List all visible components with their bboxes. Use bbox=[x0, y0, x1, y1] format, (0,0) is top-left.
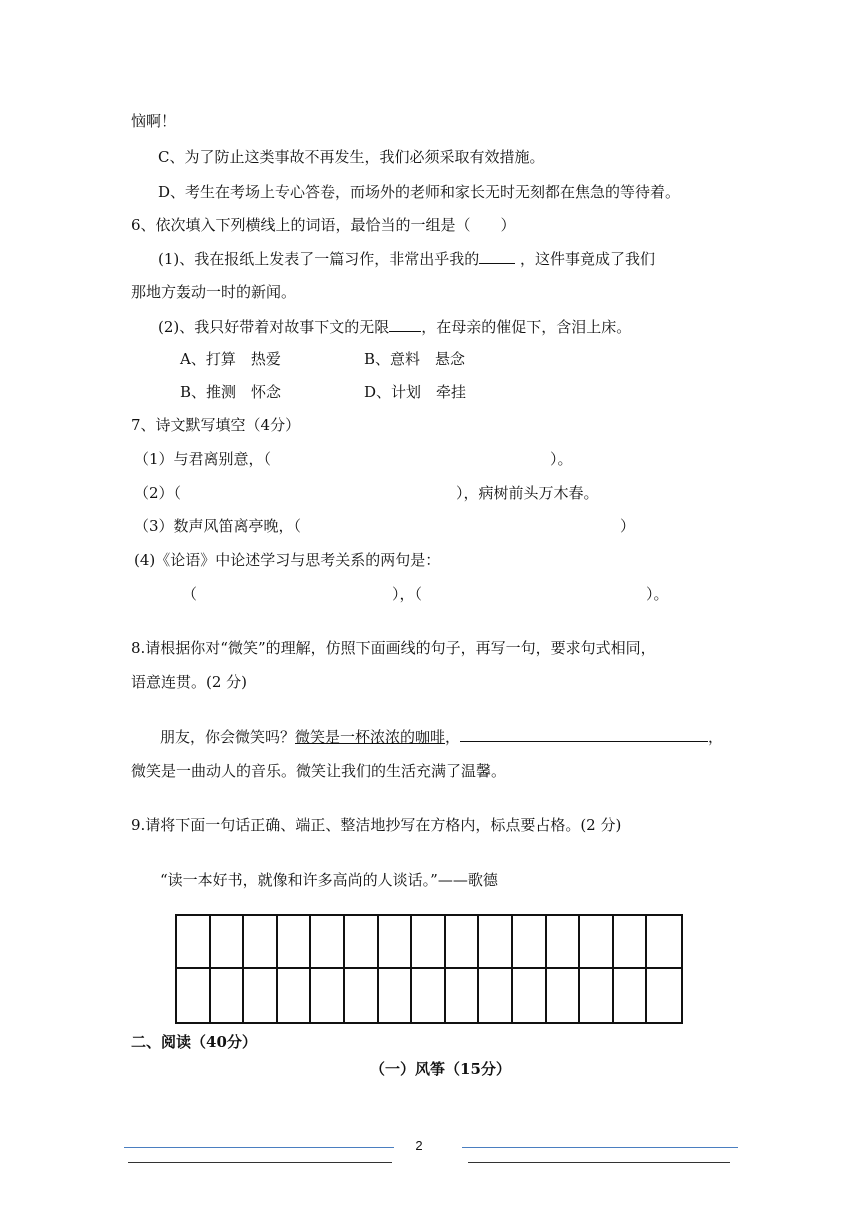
grid-cell[interactable] bbox=[547, 969, 581, 1022]
q8-underlined-example: 微笑是一杯浓浓的咖啡 bbox=[295, 728, 446, 746]
q5-option-c: C、为了防止这类事故不再发生，我们必须采取有效措施。 bbox=[158, 148, 545, 166]
grid-cell[interactable] bbox=[244, 916, 278, 969]
q6-sentence-2 bbox=[158, 315, 631, 338]
grid-cell[interactable] bbox=[547, 916, 581, 969]
q6-option-b2: B、推测 怀念 bbox=[180, 383, 282, 401]
q6-blank-1[interactable] bbox=[479, 247, 515, 264]
q6-s2-part-a: (2)、我只好带着对故事下文的无限 bbox=[158, 318, 390, 336]
q7-line-4: (4)《论语》中论述学习与思考关系的两句是： bbox=[134, 551, 441, 569]
q8-p1-part-a: 朋友，你会微笑吗？ bbox=[160, 728, 296, 746]
q8-answer-blank[interactable] bbox=[460, 725, 708, 742]
grid-cell[interactable] bbox=[244, 969, 278, 1022]
grid-cell[interactable] bbox=[479, 969, 513, 1022]
grid-cell[interactable] bbox=[580, 916, 614, 969]
grid-cell[interactable] bbox=[311, 969, 345, 1022]
q8-p1-part-b: ， bbox=[445, 728, 461, 746]
page-number: 2 bbox=[415, 1138, 423, 1153]
grid-cell[interactable] bbox=[446, 969, 480, 1022]
grid-cell[interactable] bbox=[345, 916, 379, 969]
q7-line-5-c: ）。 bbox=[646, 585, 669, 603]
grid-cell[interactable] bbox=[412, 916, 446, 969]
grid-cell[interactable] bbox=[379, 916, 413, 969]
q8-p1-part-c: ， bbox=[708, 728, 724, 746]
q5-option-d: D、考生在考场上专心答卷，而场外的老师和家长无时无刻都在焦急的等待着。 bbox=[158, 183, 681, 201]
grid-cell[interactable] bbox=[647, 969, 681, 1022]
grid-cell[interactable] bbox=[177, 916, 211, 969]
grid-cell[interactable] bbox=[412, 969, 446, 1022]
grid-cell[interactable] bbox=[614, 916, 648, 969]
grid-cell[interactable] bbox=[647, 916, 681, 969]
grid-cell[interactable] bbox=[345, 969, 379, 1022]
grid-cell[interactable] bbox=[177, 969, 211, 1022]
q6-blank-2[interactable] bbox=[389, 315, 421, 332]
footer-rule-left-bottom bbox=[128, 1162, 392, 1163]
q7-line-5-b: ），（ bbox=[392, 585, 423, 603]
q7-line-1-a: （1）与君离别意，（ bbox=[134, 450, 272, 468]
q7-line-3-a: （3）数声风笛离亭晚，（ bbox=[134, 517, 302, 535]
grid-cell[interactable] bbox=[479, 916, 513, 969]
q6-stem: 6、依次填入下列横线上的词语，最恰当的一组是（ ） bbox=[131, 216, 516, 234]
grid-cell[interactable] bbox=[211, 916, 245, 969]
grid-cell[interactable] bbox=[446, 916, 480, 969]
q7-line-2-a: （2）（ bbox=[134, 484, 182, 502]
q7-line-2-b: ），病树前头万木春。 bbox=[456, 484, 599, 502]
grid-cell[interactable] bbox=[513, 969, 547, 1022]
q8-paragraph-line-1 bbox=[160, 725, 723, 748]
footer-rule-right-bottom bbox=[468, 1162, 730, 1163]
q7-line-3-b: ） bbox=[620, 517, 636, 535]
q7-stem: 7、诗文默写填空（4分） bbox=[131, 416, 301, 434]
grid-cell[interactable] bbox=[379, 969, 413, 1022]
q6-option-a: A、打算 热爱 bbox=[180, 350, 281, 368]
grid-cell[interactable] bbox=[513, 916, 547, 969]
grid-cell[interactable] bbox=[580, 969, 614, 1022]
footer-rule-left-top bbox=[124, 1147, 394, 1148]
copy-writing-grid[interactable] bbox=[175, 914, 683, 1024]
q7-line-5-a: （ bbox=[182, 585, 198, 603]
q6-option-d: D、计划 牵挂 bbox=[364, 383, 467, 401]
section-2-subtitle: （一）风筝（15分） bbox=[370, 1060, 511, 1078]
q9-stem: 9.请将下面一句话正确、端正、整洁地抄写在方格内，标点要占格。(2 分) bbox=[131, 816, 622, 834]
grid-cell[interactable] bbox=[278, 916, 312, 969]
grid-cell[interactable] bbox=[278, 969, 312, 1022]
q6-s2-part-b: ，在母亲的催促下，含泪上床。 bbox=[421, 318, 632, 336]
q9-quote: “读一本好书，就像和许多高尚的人谈话。”——歌德 bbox=[160, 871, 498, 889]
q6-sentence-1 bbox=[158, 247, 655, 270]
grid-cell[interactable] bbox=[311, 916, 345, 969]
q6-option-b1: B、意料 悬念 bbox=[364, 350, 466, 368]
q8-stem-line-1: 8.请根据你对“微笑”的理解，仿照下面画线的句子，再写一句，要求句式相同， bbox=[131, 639, 656, 657]
grid-cell[interactable] bbox=[211, 969, 245, 1022]
q6-s1-part-a: (1)、我在报纸上发表了一篇习作，非常出乎我的 bbox=[158, 250, 480, 268]
section-2-title: 二、阅读（40分） bbox=[131, 1033, 257, 1051]
q8-stem-line-2: 语意连贯。(2 分) bbox=[131, 673, 248, 691]
q8-paragraph-line-2: 微笑是一曲动人的音乐。微笑让我们的生活充满了温馨。 bbox=[131, 762, 507, 780]
footer-rule-right-top bbox=[462, 1147, 738, 1148]
q6-s1-part-b: ，这件事竟成了我们 bbox=[520, 250, 656, 268]
q6-s1-continued: 那地方轰动一时的新闻。 bbox=[131, 283, 297, 301]
q7-line-1-b: ）。 bbox=[550, 450, 573, 468]
grid-cell[interactable] bbox=[614, 969, 648, 1022]
carryover-text: 恼啊！ bbox=[131, 112, 177, 130]
